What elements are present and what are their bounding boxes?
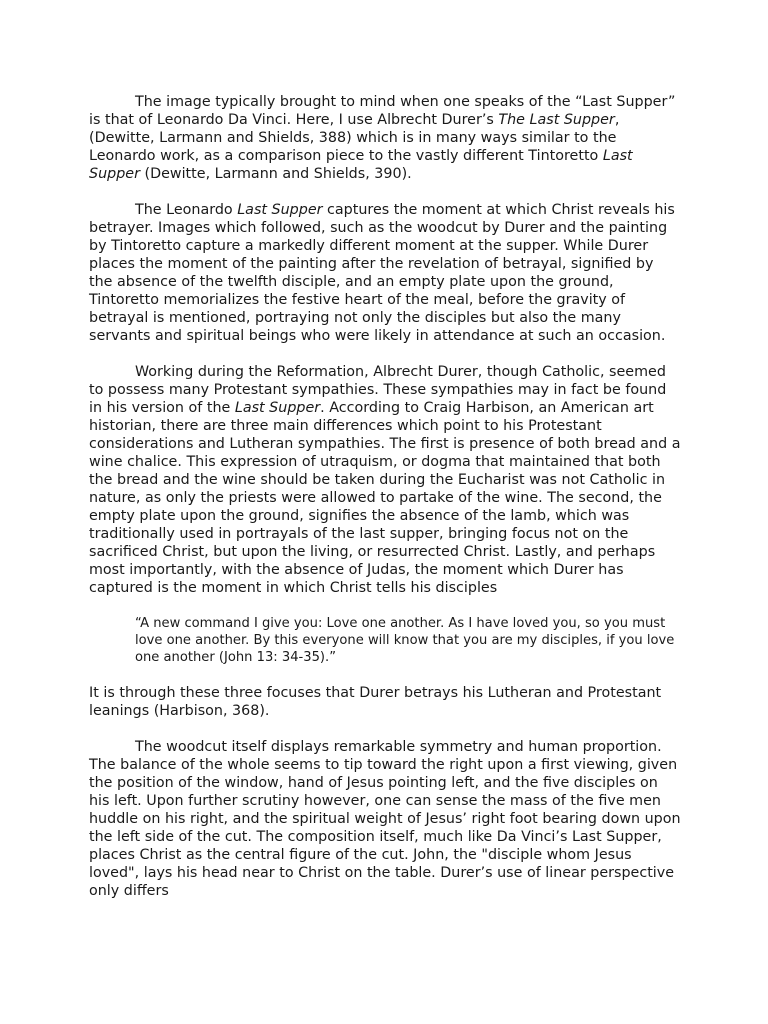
paragraph-5: The woodcut itself displays remarkable symmetry and human proportion. The balance of the whole seems to tip toward the right upon a first viewing, given the position of the window, hand of Jesus pointing left, and the five disciples on his left. Upon further scrutiny however, one can sense the mass of the five men huddle on his right, and the spiritual weight of Jesus’ right foot bearing down upon the left side of the cut. The composition itself, much like Da Vinci’s Last Supper, places Christ as the central figure of the cut. John, the "disciple whom Jesus loved", lays his head near to Christ on the table. Durer’s use of linear perspective only differs xyxy=(89,739,681,899)
paragraph-4: It is through these three focuses that Durer betrays his Lutheran and Protestant leanings (Harbison, 368). xyxy=(89,685,662,719)
paragraph-3-italic-title: Last Supper xyxy=(234,400,321,416)
paragraph-2-text-a: The Leonardo xyxy=(135,202,238,218)
paragraph-3-text-a: Working during the Reformation, Albrecht Durer, though Catholic, seemed to possess many Protestant sympathies. These sympathies may in fact be found in his version of the xyxy=(89,364,667,416)
paragraph-1 xyxy=(89,93,681,183)
paragraph-3 xyxy=(89,363,681,597)
block-quote: “A new command I give you: Love one another. As I have loved you, so you must love one another. By this everyone will know that you are my disciples, if you love one another (John 13: 34-35).” xyxy=(135,616,675,665)
paragraph-1-text-b: , (Dewitte, Larmann and Shields, 388) which is in many ways similar to the Leonardo work, as a comparison piece to the vastly different Tintoretto xyxy=(89,112,620,164)
paragraph-2-text-b: captures the moment at which Christ reveals his betrayer. Images which followed, such as the woodcut by Durer and the painting by Tintoretto capture a markedly different moment at the supper. While Durer places the moment of the painting after the revelation of betrayal, signified by the absence of the twelfth disciple, and an empty plate upon the ground, Tintoretto memorializes the festive heart of the meal, before the gravity of betrayal is mentioned, portraying not only the disciples but also the many servants and spiritual beings who were likely in attendance at such an occasion. xyxy=(89,202,675,344)
paragraph-1-italic-title-1: The Last Supper xyxy=(498,112,615,128)
text-column xyxy=(89,93,681,900)
paragraph-3-text-b: . According to Craig Harbison, an American art historian, there are three main differences which point to his Protestant considerations and Lutheran sympathies. The first is presence of both bread and a wine chalice. This expression of utraquism, or dogma that maintained that both the bread and the wine should be taken during the Eucharist was not Catholic in nature, as only the priests were allowed to partake of the wine. The second, the empty plate upon the ground, signifies the absence of the lamb, which was traditionally used in portrayals of the last supper, bringing focus not on the sacrificed Christ, but upon the living, or resurrected Christ. Lastly, and perhaps most importantly, with the absence of Judas, the moment which Durer has captured is the moment in which Christ tells his disciples xyxy=(89,400,681,596)
paragraph-2-italic-title: Last Supper xyxy=(237,202,323,218)
paragraph-2 xyxy=(89,201,681,345)
paragraph-1-text-c: (Dewitte, Larmann and Shields, 390). xyxy=(139,166,412,182)
paragraph-1-italic-title-2: Last Supper xyxy=(89,148,633,182)
paragraph-1-text-a: The image typically brought to mind when one speaks of the “Last Supper” is that of Leonardo Da Vinci. Here, I use Albrecht Durer’s xyxy=(89,94,676,128)
